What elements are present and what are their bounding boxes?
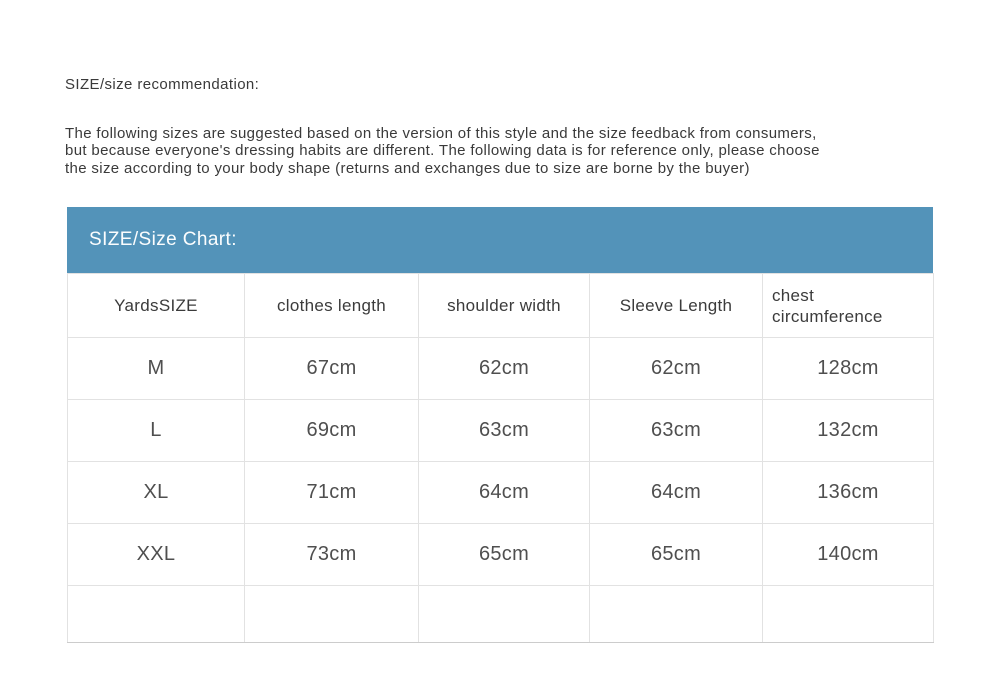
table-row [68, 462, 934, 524]
table-row [68, 400, 934, 462]
cell-sleeve-length: 63cm [590, 400, 763, 462]
intro-paragraph [65, 125, 820, 177]
cell-sleeve-length: 65cm [590, 524, 763, 586]
column-header-chest-circumference: chest circumference [763, 274, 934, 338]
cell-size: XL [68, 462, 245, 524]
cell-clothes-length: 69cm [245, 400, 419, 462]
cell-sleeve-length: 64cm [590, 462, 763, 524]
column-header-size: YardsSIZE [68, 274, 245, 338]
cell-shoulder-width: 65cm [419, 524, 590, 586]
cell-chest-circumference: 136cm [763, 462, 934, 524]
cell-size: M [68, 338, 245, 400]
cell-chest-circumference: 128cm [763, 338, 934, 400]
cell-shoulder-width: 63cm [419, 400, 590, 462]
cell-chest-circumference: 132cm [763, 400, 934, 462]
cell-size: L [68, 400, 245, 462]
page-title: SIZE/size recommendation: [65, 76, 260, 93]
cell-chest-circumference: 140cm [763, 524, 934, 586]
cell-clothes-length: 71cm [245, 462, 419, 524]
cell-clothes-length: 73cm [245, 524, 419, 586]
cell-empty [763, 586, 934, 643]
intro-paragraph-line-2: but because everyone's dressing habits are different. The following data is for reference only, please choose [65, 142, 820, 160]
table-row [68, 524, 934, 586]
size-chart-banner [67, 207, 933, 273]
table-row [68, 338, 934, 400]
cell-clothes-length: 67cm [245, 338, 419, 400]
cell-shoulder-width: 64cm [419, 462, 590, 524]
cell-empty [68, 586, 245, 643]
cell-sleeve-length: 62cm [590, 338, 763, 400]
cell-empty [590, 586, 763, 643]
cell-empty [419, 586, 590, 643]
size-chart-table [67, 273, 934, 643]
table-header-row [68, 274, 934, 338]
column-header-clothes-length: clothes length [245, 274, 419, 338]
intro-paragraph-line-1: The following sizes are suggested based on the version of this style and the size feedback from consumers, [65, 125, 817, 142]
table-row-empty [68, 586, 934, 643]
intro-paragraph-line-3: the size according to your body shape (returns and exchanges due to size are borne by the buyer) [65, 159, 750, 177]
cell-shoulder-width: 62cm [419, 338, 590, 400]
size-chart-banner-title: SIZE/Size Chart: [89, 229, 237, 250]
column-header-sleeve-length: Sleeve Length [590, 274, 763, 338]
column-header-shoulder-width: shoulder width [419, 274, 590, 338]
cell-empty [245, 586, 419, 643]
cell-size: XXL [68, 524, 245, 586]
